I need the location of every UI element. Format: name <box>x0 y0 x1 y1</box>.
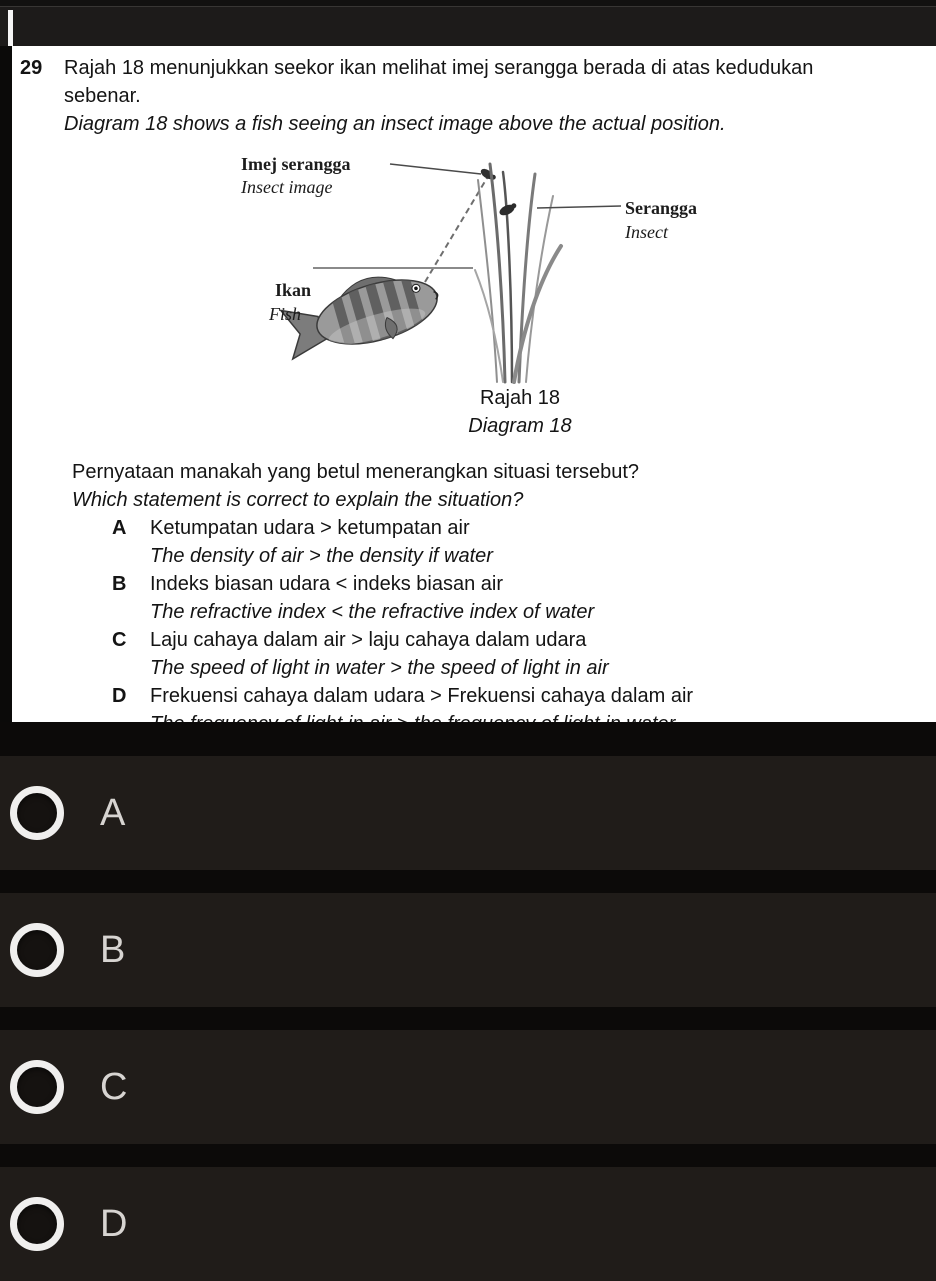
choice-c-label: C <box>100 1065 128 1108</box>
option-a-text-en: The density of air > the density if water <box>150 545 493 567</box>
diagram-caption-ms: Rajah 18 <box>479 387 561 409</box>
insect-image-blob <box>479 167 497 183</box>
question-text <box>64 54 936 138</box>
option-a-ms <box>72 514 936 542</box>
reeds <box>475 164 561 382</box>
radio-a[interactable] <box>10 786 64 840</box>
option-c-text-ms: Laju cahaya dalam air > laju cahaya dalam udara <box>150 629 587 651</box>
option-d-letter: D <box>112 685 127 707</box>
question-number: 29 <box>20 57 43 79</box>
question-ask-block <box>72 458 936 738</box>
radio-d[interactable] <box>10 1197 64 1251</box>
dashed-sight-line <box>425 178 487 282</box>
radio-c[interactable] <box>10 1060 64 1114</box>
option-b-text-ms: Indeks biasan udara < indeks biasan air <box>150 573 504 595</box>
option-a-letter: A <box>112 517 127 539</box>
label-insect-ms: Serangga <box>625 198 697 218</box>
diagram-caption-en: Diagram 18 <box>468 415 572 437</box>
option-d-text-ms: Frekuensi cahaya dalam udara > Frekuensi cahaya dalam air <box>150 685 694 707</box>
ask-en: Which statement is correct to explain the situation? <box>72 489 524 511</box>
option-c-ms <box>72 626 936 654</box>
choice-d-label: D <box>100 1202 128 1245</box>
radio-b[interactable] <box>10 923 64 977</box>
answer-choices <box>0 722 936 1275</box>
question-text-en: Diagram 18 shows a fish seeing an insect image above the actual position. <box>64 113 726 135</box>
choice-a-label: A <box>100 791 126 834</box>
diagram-caption <box>235 384 715 440</box>
choice-b[interactable] <box>0 893 936 1007</box>
label-fish-ms: Ikan <box>275 280 312 300</box>
paper-top-edge <box>8 10 13 46</box>
option-c-letter: C <box>112 629 127 651</box>
label-insect-image-en: Insect image <box>241 177 333 197</box>
label-insect-image-ms: Imej serangga <box>241 154 351 174</box>
ask-ms: Pernyataan manakah yang betul menerangkan situasi tersebut? <box>72 461 640 483</box>
label-insect-en: Insect <box>625 222 668 242</box>
choice-d[interactable] <box>0 1167 936 1281</box>
question-header <box>12 46 936 138</box>
choice-a[interactable] <box>0 756 936 870</box>
option-d-ms <box>72 682 936 710</box>
option-b-letter: B <box>112 573 127 595</box>
insect-image-pointer-line <box>390 164 481 174</box>
option-b-text-en: The refractive index < the refractive index of water <box>150 601 595 623</box>
top-bar <box>0 0 936 46</box>
label-fish-en: Fish <box>269 304 302 324</box>
question-text-ms-line1: Rajah 18 menunjukkan seekor ikan melihat imej serangga berada di atas kedudukan <box>64 57 814 79</box>
top-bar-strip <box>0 0 936 7</box>
diagram-figure <box>235 150 715 390</box>
insect-pointer-line <box>537 206 621 208</box>
fish-illustration <box>277 261 448 373</box>
option-c-text-en: The speed of light in water > the speed of light in air <box>150 657 609 679</box>
question-paper <box>12 46 936 722</box>
choice-b-label: B <box>100 928 126 971</box>
option-a-text-ms: Ketumpatan udara > ketumpatan air <box>150 517 470 539</box>
option-b-ms <box>72 570 936 598</box>
question-text-ms-line2: sebenar. <box>64 85 141 107</box>
choice-c[interactable] <box>0 1030 936 1144</box>
